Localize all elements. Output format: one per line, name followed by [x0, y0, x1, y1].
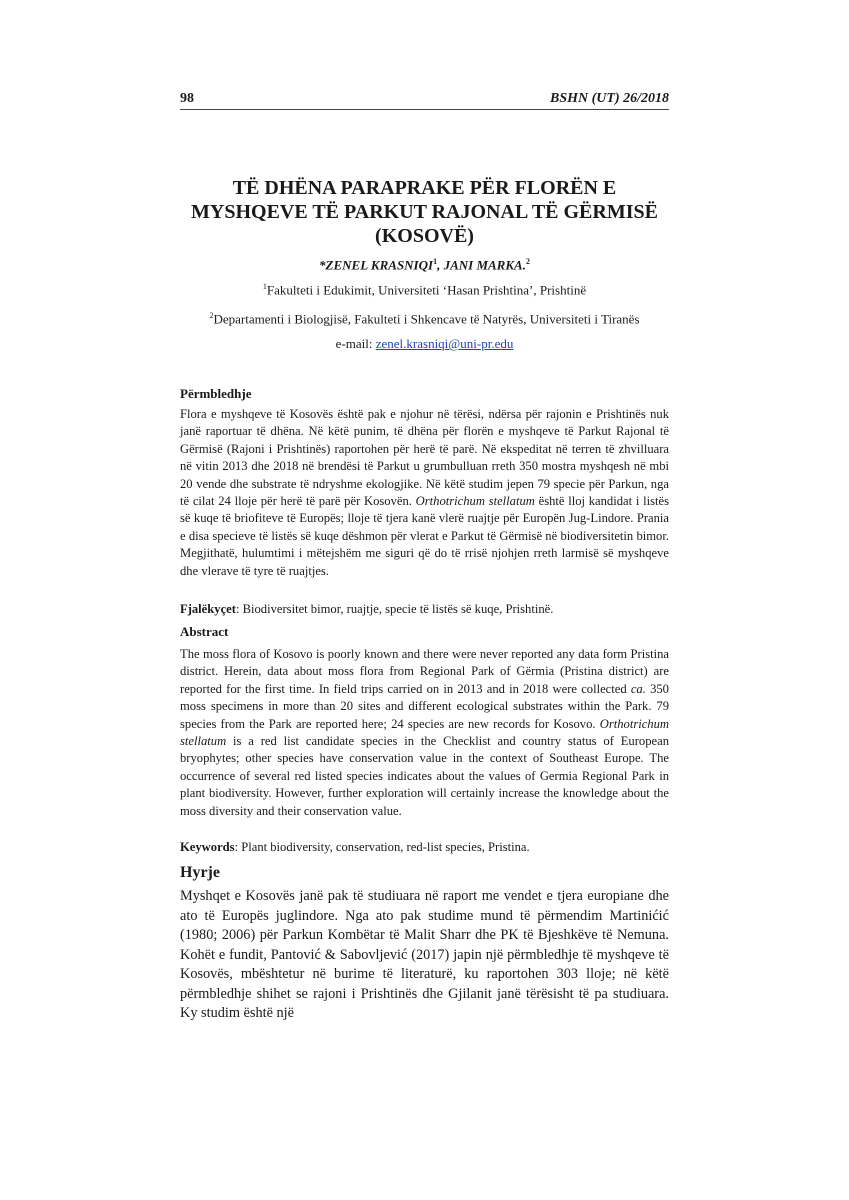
article-title [180, 176, 669, 248]
keywords-line [180, 839, 669, 856]
author-2-affil-mark: 2 [525, 257, 530, 266]
email-link[interactable]: zenel.krasniqi@uni-pr.edu [375, 336, 514, 351]
affiliation-1 [180, 282, 669, 298]
title-line-3: (KOSOVË) [375, 225, 474, 247]
abstract-ca: ca. [630, 681, 646, 696]
abstract-text-1: The moss flora of Kosovo is poorly known and there were never reported any data form Pristina district. Herein, data about moss flora from Regional Park of Gërmia (Pristina district) are reported for the first time. In field trips carried on in 2013 and in 2018 were collected [180, 647, 669, 696]
abstract-species: Orthotrichum stellatum [180, 716, 669, 749]
heading-hyrje: Hyrje [180, 864, 220, 881]
abstract-text-2: 350 moss specimens in more than 20 sites and different ecological substrates within the Park. 79 species from the Park are reported here; 24 species are new records for Kosovo. [180, 681, 669, 731]
hyrje-paragraph: Myshqet e Kosovës janë pak të studiuara në raport me vendet e tjera europiane dhe ato të Europës juglindore. Nga ato pak studime mund të përmendim Martinićić (1980; 2006) për Parkun Kombëtar të Malit Sharr dhe PK të Bjeshkëve të Nemuna. Kohët e fundit, Pantović & Sabovljević (2017) japin një përmbledhje të myshqeve të Kosovës, mbështetur në burime të literaturë, ku raportohen 303 lloje; në këtë përmbledhje shihet se rajoni i Prishtinës dhe Gjilanit janë tërësisht të pa studiuara. Ky studim është një [180, 888, 669, 1021]
heading-abstract: Abstract [180, 624, 229, 639]
affiliation-2 [180, 311, 669, 327]
keywords-text: : Plant biodiversity, conservation, red-list species, Pristina. [234, 840, 530, 854]
author-2: JANI MARKA. [443, 257, 526, 273]
author-separator: , [437, 257, 444, 273]
page-number: 98 [180, 91, 194, 106]
keywords-label: Keywords [180, 840, 235, 854]
title-line-1: TË DHËNA PARAPRAKE PËR FLORËN E [232, 177, 617, 199]
affiliation-1-mark: 1 [262, 282, 267, 291]
fjalekycet-line [180, 601, 669, 618]
contact-email [180, 336, 669, 352]
affiliation-1-text: Fakulteti i Edukimit, Universiteti ‘Hasan Prishtina’, Prishtinë [266, 282, 587, 298]
author-list [180, 257, 669, 273]
affiliation-2-text: Departamenti i Biologjisë, Fakulteti i Shkencave të Natyrës, Universiteti i Tiranës [213, 311, 640, 327]
permbledhje-text-2: është lloj kandidat i listës së kuqe të briofiteve të Europës; lloje të tjera kanë vlerë ruajtje për Europën Jug-Lindore. Prania e disa specieve të listës së kuqe dëshmon për vlerat e Parkut të Gërmisë në biodiversitetin bimor. Megjithatë, hulumtimi i mëtejshëm me siguri që do të rrisë njohjen rreth larmisë së myshqeve dhe vlerave të tyre të ruajtjes. [180, 494, 669, 578]
heading-permbledhje: Përmbledhje [180, 386, 252, 401]
permbledhje-species: Orthotrichum stellatum [415, 494, 535, 509]
permbledhje-paragraph [180, 406, 669, 580]
author-1: *ZENEL KRASNIQI [319, 257, 434, 273]
abstract-text-3: is a red list candidate species in the Checklist and country status of European bryophytes; other species have conservation value in the context of Southeast Europe. The occurrence of several red listed species indicates about the values of Germia Regional Park in plant biodiversity. However, further exploration will certainly increase the knowledge about the moss diversity and their conservation value. [180, 734, 669, 818]
permbledhje-text-1: Flora e myshqeve të Kosovës është pak e njohur në tërësi, ndërsa për rajonin e Prishtinës nuk janë raportuar të dhëna. Në këtë punim, të dhëna për florën e myshqeve të Parkut Rajonal të Gërmisë (Rajoni i Prishtinës) raportohen për herë të parë. Në ekspeditat në terren të zhvilluara në vitin 2013 dhe 2018 në brendësi të Parkut u grumbulluan rreth 350 mostra myshqesh në mbi 20 vende dhe substrate të ndryshme ekologjike. Në këtë studim jepen 79 specie për Parkun, nga të cilat 24 lloje për herë të parë për Kosovën. [180, 407, 669, 509]
author-1-affil-mark: 1 [433, 257, 438, 266]
affiliation-2-mark: 2 [209, 311, 214, 320]
title-line-2: MYSHQEVE TË PARKUT RAJONAL TË GËRMISË [191, 201, 658, 223]
abstract-paragraph [180, 646, 669, 820]
fjalekycet-label: Fjalëkyçet [180, 602, 236, 616]
header-rule [180, 109, 669, 110]
email-label: e-mail: [335, 336, 376, 351]
running-head: BSHN (UT) 26/2018 [550, 91, 669, 106]
fjalekycet-text: : Biodiversitet bimor, ruajtje, specie të listës së kuqe, Prishtinë. [235, 602, 554, 616]
